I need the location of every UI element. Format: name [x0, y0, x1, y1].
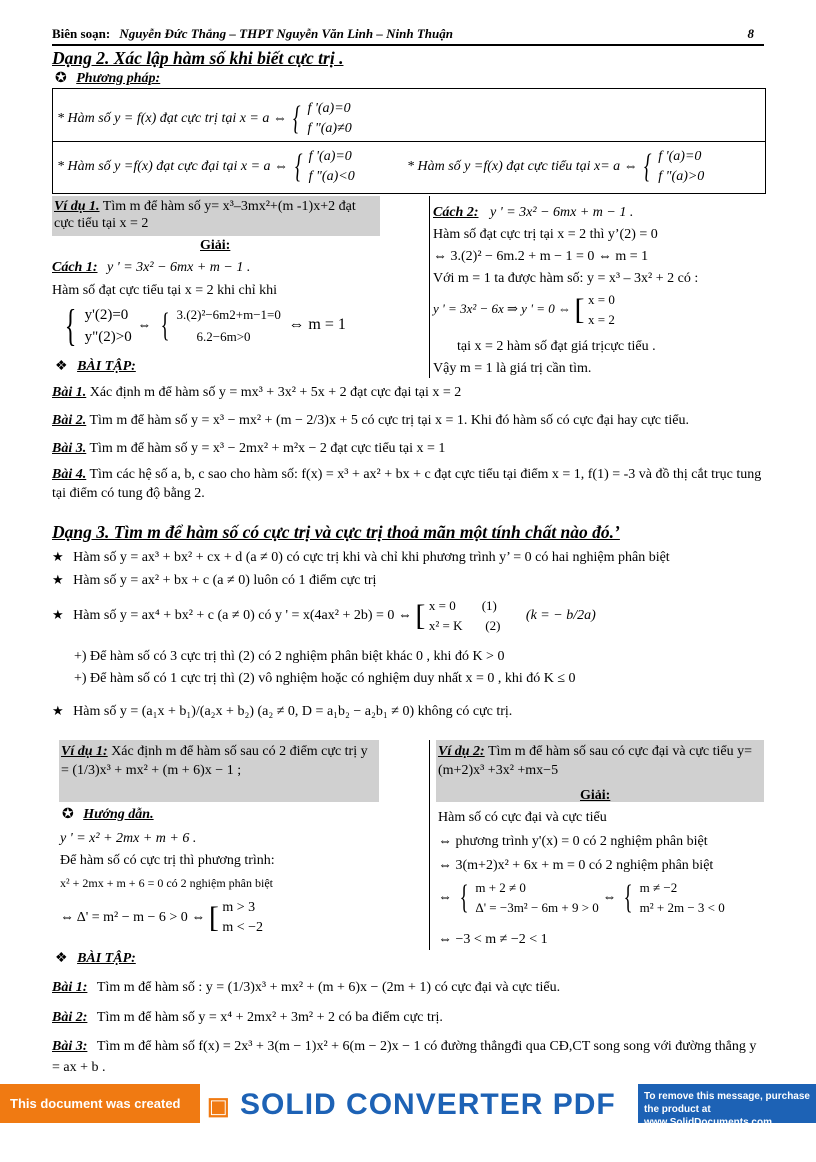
- rule3-line2: f "(a)>0: [658, 169, 705, 184]
- star-icon: ★: [52, 572, 64, 587]
- section-title-dang3: Dạng 3. Tìm m để hàm số có cực trị và cực trị thoả mãn một tính chất nào đó.’: [52, 522, 620, 542]
- guide-heading: [62, 806, 154, 823]
- exercise-list-1: [52, 385, 764, 503]
- ex31-l1: y ' = x² + 2mx + m + 6 .: [60, 831, 197, 846]
- quartic-sys-1: x = 0 (1): [428, 598, 497, 613]
- brace-icon: {: [64, 301, 77, 350]
- gear-icon: ✪: [62, 807, 74, 822]
- converter-logo-icon: ▣: [207, 1093, 231, 1120]
- cach1-line: [52, 260, 250, 276]
- rule2-line2: f "(a)<0: [308, 169, 355, 184]
- banner-right-text[interactable]: To remove this message, purchase the product at www.SolidDocuments.com: [638, 1084, 816, 1123]
- exercise-num: Bài 3.: [52, 441, 87, 456]
- exercise-num: Bài 3:: [52, 1039, 88, 1054]
- exercise-heading-1: [55, 358, 136, 375]
- gear-icon: ✪: [55, 71, 67, 86]
- ex31-l4: [60, 898, 426, 944]
- rule-extremum-text: * Hàm số y = f(x) đạt cực trị tại x = a ⇔: [57, 111, 287, 127]
- exercise-num: Bài 1.: [52, 385, 87, 400]
- cach1-system: { y'(2)=0 y"(2)>0 ⇔ { 3.(2)²−6m2+m−1=0 6.2−6m>0 ⇔ m = 1: [64, 301, 346, 350]
- example-31-text: Xác định m để hàm số sau có 2 điểm cực trị y = (1/3)x³ + mx² + (m + 6)x − 1 ;: [61, 744, 368, 778]
- divider: [53, 141, 765, 142]
- rule-quadratic: [52, 569, 764, 592]
- cach2-l4-text: y ' = 3x² − 6x ⇒ y ' = 0 ⇔: [433, 301, 571, 317]
- rule1-line2: f "(a)≠0: [307, 121, 352, 136]
- star-icon: ★: [52, 607, 64, 623]
- ex31-l3: x² + 2mx + m + 6 = 0 có 2 nghiệm phân biệt: [60, 876, 273, 890]
- c2-sys-2: x = 2: [588, 312, 615, 327]
- cach1-text: Hàm số đạt cực tiểu tại x = 2 khi chỉ khi: [52, 283, 278, 298]
- cach2-l4: [433, 290, 763, 336]
- cach2-l2: ⇔ 3.(2)² − 6m.2 + m − 1 = 0 ⇔ m = 1: [433, 249, 649, 264]
- exercise-num: Bài 2:: [52, 1010, 88, 1025]
- exercise-item: [52, 980, 764, 996]
- rule-min: [407, 147, 704, 187]
- brace-icon: {: [160, 307, 170, 344]
- star-icon: ❖: [55, 359, 68, 374]
- ex31-l4-text: ⇔ Δ' = m² − m − 6 > 0 ⇔: [60, 910, 206, 926]
- banner-brand: [207, 1088, 616, 1120]
- ex31-sys-2: m < −2: [222, 920, 263, 935]
- cach2-block: [433, 202, 763, 380]
- ex32-l3: ⇔ 3(m+2)x² + 6x + m = 0 có 2 nghiệm phân biệt: [438, 858, 714, 873]
- rule-cubic-text: Hàm số y = ax³ + bx² + cx + d (a ≠ 0) có cực trị khi và chỉ khi phương trình y’ = 0 có hai nghiệm phân biệt: [73, 550, 670, 565]
- c2-sys-1: x = 0: [588, 292, 615, 307]
- c1-mid-1: 3.(2)²−6m2+m−1=0: [176, 307, 281, 322]
- exercise-text: Tìm m để hàm số y = x³ − mx² + (m − 2/3)x + 5 có cực trị tại x = 1. Khi đó hàm số có cực đại hay cực tiểu.: [89, 413, 690, 428]
- ex32-l2: ⇔ phương trình y'(x) = 0 có 2 nghiệm phân biệt: [438, 834, 708, 849]
- cach2-l1: Hàm số đạt cực trị tại x = 2 thì y’(2) = 0: [433, 227, 658, 242]
- column-divider: [429, 196, 430, 378]
- page-header: [52, 26, 764, 46]
- star-icon: ★: [52, 549, 64, 564]
- column-divider: [429, 740, 430, 950]
- quartic-k: (k = − b/2a): [525, 608, 596, 624]
- banner-left-text: This document was created using: [0, 1084, 200, 1123]
- page-number: 8: [747, 26, 754, 41]
- rule-quartic-a: +) Để hàm số có 3 cực trị thì (2) có 2 nghiệm phân biệt khác 0 , khi đó K > 0: [74, 649, 505, 664]
- cach2-label: Cách 2:: [433, 205, 479, 220]
- exercise-text: Tìm m để hàm số y = x⁴ + 2mx² + 3m² + 2 có ba điểm cực trị.: [96, 1010, 443, 1025]
- dang3-rules: [52, 546, 764, 723]
- ex32-sys2-1: m ≠ −2: [639, 880, 678, 895]
- cach2-eq: y ' = 3x² − 6mx + m − 1 .: [490, 205, 634, 220]
- rule-rational: [52, 700, 764, 723]
- exercise-item: [52, 465, 764, 503]
- exercise-text: Tìm m để hàm số f(x) = 2x³ + 3(m − 1)x² + 6(m − 2)x − 1 có đường thẳngđi qua CĐ,CT song song với đường thẳng y = ax + b .: [52, 1039, 757, 1075]
- rule-extremum: [57, 99, 352, 139]
- ex32-systems: ⇔ { m + 2 ≠ 0 Δ' = −3m² − 6m + 9 > 0 ⇔ { m ≠ −2 m² + 2m − 3 < 0: [438, 879, 725, 916]
- example-32-text: Tìm m để hàm số sau có cực đại và cực tiểu y=(m+2)x³ +3x² +mx−5: [438, 744, 753, 778]
- c1-mid-2: 6.2−6m>0: [196, 329, 251, 344]
- bracket-icon: [: [415, 599, 426, 632]
- exercise-text: Xác định m để hàm số y = mx³ + 3x² + 5x + 2 đạt cực đại tại x = 2: [89, 385, 462, 400]
- rule-quadratic-text: Hàm số y = ax² + bx + c (a ≠ 0) luôn có 1 điểm cực trị: [73, 573, 377, 588]
- rule-rational-text: Hàm số y = (a₁x + b₁)/(a₂x + b₂) (a₂ ≠ 0, D = a₁b₂ − a₂b₁ ≠ 0) không có cực trị.: [73, 704, 513, 719]
- cach2-l3: Với m = 1 ta được hàm số: y = x³ – 3x² + 2 có :: [433, 271, 699, 286]
- exercise-text: Tìm các hệ số a, b, c sao cho hàm số: f(x) = x³ + ax² + bx + c đạt cực tiểu tại điểm x = 1, f(1) = -3 và đồ thị cắt trục tung tại điểm có tung độ bằng 2.: [52, 467, 762, 501]
- method-label: Phương pháp:: [76, 71, 161, 86]
- bracket-icon: [: [208, 901, 219, 934]
- cach2-line: [433, 202, 763, 224]
- ex32-sys1-1: m + 2 ≠ 0: [475, 880, 526, 895]
- rule-max-text: * Hàm số y =f(x) đạt cực đại tại x = a ⇔: [57, 159, 289, 175]
- rule1-line1: f '(a)=0: [307, 101, 351, 116]
- cach2-l6: Vậy m = 1 là giá trị cần tìm.: [433, 361, 592, 376]
- c1-result: ⇔ m = 1: [288, 316, 346, 334]
- author-label: Biên soạn:: [52, 26, 111, 41]
- rule3-line1: f '(a)=0: [658, 149, 702, 164]
- example-1-text: Tìm m để hàm số y= x³–3mx²+(m -1)x+2 đạt cực tiểu tại x = 2: [54, 199, 356, 231]
- star-icon: ❖: [55, 951, 68, 966]
- exercise-num: Bài 4.: [52, 467, 87, 482]
- rule-max: [57, 147, 355, 187]
- brace-icon: {: [293, 100, 301, 137]
- rule2-line1: f '(a)=0: [308, 149, 352, 164]
- section-title-dang2: Dạng 2. Xác lập hàm số khi biết cực trị .: [52, 48, 344, 68]
- example-32-title: Ví dụ 2:: [438, 744, 485, 759]
- example-1-title: Ví dụ 1.: [54, 199, 100, 214]
- example-1-box: [52, 196, 380, 236]
- converter-banner[interactable]: [0, 1084, 816, 1150]
- exercise-label-1: BÀI TẬP:: [77, 359, 136, 374]
- method-line: [55, 70, 160, 87]
- exercise-list-2: [52, 980, 764, 1078]
- exercise-label-2: BÀI TẬP:: [77, 951, 136, 966]
- example-31-box: [59, 740, 379, 802]
- rule-quartic-text: Hàm số y = ax⁴ + bx² + c (a ≠ 0) có y ' = x(4ax² + 2b) = 0 ⇔: [73, 608, 412, 624]
- brace-icon: {: [459, 879, 469, 916]
- exercise-text: Tìm m để hàm số y = x³ − 2mx² + m²x − 2 đạt cực tiểu tại x = 1: [89, 441, 446, 456]
- c1-left-1: y'(2)=0: [84, 307, 129, 323]
- exercise-item: [52, 1036, 764, 1078]
- bracket-icon: [: [574, 293, 585, 326]
- author-name: Nguyễn Đức Thắng – THPT Nguyễn Văn Linh – Ninh Thuận: [119, 26, 453, 41]
- c1-left-2: y"(2)>0: [84, 329, 132, 345]
- rule-cubic: [52, 546, 764, 569]
- solution-label: Giải:: [200, 238, 231, 253]
- exercise-item: [52, 441, 764, 457]
- guide-label: Hướng dẫn.: [83, 807, 154, 822]
- exercise-item: [52, 385, 764, 401]
- rule-quartic-b: +) Để hàm số có 1 cực trị thì (2) vô nghiệm hoặc có nghiệm duy nhất x = 0 , khi đó K ≤ 0: [74, 671, 576, 686]
- example-31-title: Ví dụ 1:: [61, 744, 108, 759]
- ex32-l1: Hàm số có cực đại và cực tiểu: [438, 810, 607, 825]
- ex32-sys1-2: Δ' = −3m² − 6m + 9 > 0: [475, 900, 599, 915]
- star-icon: ★: [52, 703, 64, 718]
- exercise-heading-2: [55, 950, 136, 967]
- cach1-eq: y ' = 3x² − 6mx + m − 1 .: [107, 260, 251, 275]
- exercise-item: [52, 413, 764, 429]
- solution-label-2: Giải:: [580, 788, 611, 803]
- quartic-sys-2: x² = K (2): [428, 618, 501, 633]
- exercise-item: [52, 1010, 764, 1026]
- ex32-sys2-2: m² + 2m − 3 < 0: [639, 900, 725, 915]
- method-box: [52, 88, 766, 194]
- brace-icon: {: [623, 879, 633, 916]
- brace-icon: {: [644, 148, 652, 185]
- exercise-text: Tìm m để hàm số : y = (1/3)x³ + mx² + (m + 6)x − (2m + 1) có cực đại và cực tiểu.: [96, 980, 561, 995]
- ex31-sys-1: m > 3: [222, 900, 256, 915]
- brace-icon: {: [294, 148, 303, 185]
- exercise-num: Bài 1:: [52, 980, 88, 995]
- exercise-num: Bài 2.: [52, 413, 87, 428]
- ex31-l2: Để hàm số có cực trị thì phương trình:: [60, 853, 275, 868]
- ex32-l4: ⇔ −3 < m ≠ −2 < 1: [438, 932, 548, 947]
- cach1-label: Cách 1:: [52, 260, 98, 275]
- example-31-solution: [60, 828, 426, 944]
- rule-min-text: * Hàm số y =f(x) đạt cực tiểu tại x= a ⇔: [407, 159, 638, 175]
- rule-quartic: [52, 596, 764, 646]
- cach2-l5: tại x = 2 hàm số đạt giá trịcực tiểu .: [457, 339, 656, 354]
- example-32-solution: [438, 806, 766, 952]
- banner-brand-text: SOLID CONVERTER PDF: [240, 1088, 616, 1121]
